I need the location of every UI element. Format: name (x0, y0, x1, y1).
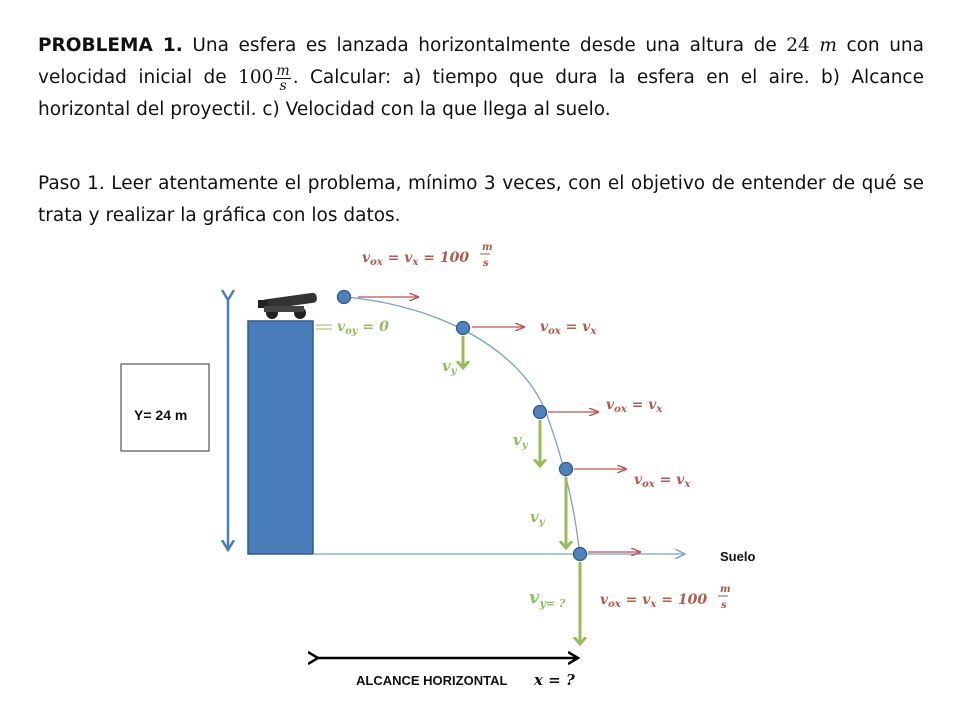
ball-3 (534, 406, 547, 419)
speed-value: 100 (238, 67, 274, 88)
vy-label-2: $v_y$ (513, 431, 528, 451)
range-label: ALCANCE HORIZONTAL (356, 673, 508, 688)
vy-label-1: $v_y$ (442, 357, 457, 377)
unit-denominator: s (279, 77, 287, 94)
unit-numerator: m (276, 62, 290, 79)
final-unit-num: m (720, 584, 731, 595)
problem-text-2: con una velocidad inicial de (38, 35, 924, 88)
vox-vx-label-2: $v_{ox} = v_x$ (606, 397, 663, 415)
step-1-text: Paso 1. Leer atentamente el problema, mínimo 3 veces, con el objetivo de entender de qué se trata y realizar la gráfica con los datos. (38, 173, 924, 226)
final-unit-den: s (721, 600, 727, 611)
vox-vx-label-1: $v_{ox} = v_x$ (540, 319, 597, 337)
final-vox-vx-100: $v_{ox} = v_x = 100$ (600, 592, 708, 610)
trajectory-curve (344, 297, 580, 556)
ball-2 (457, 322, 470, 335)
height-unit: m (819, 35, 837, 56)
vy-label-3: $v_y$ (530, 508, 545, 528)
range-equation: x = ? (534, 671, 575, 689)
problem-title: PROBLEMA 1. (38, 35, 183, 56)
top-velocity-label (362, 242, 493, 269)
top-unit-den: s (483, 258, 489, 269)
vy-final-label: $v_{y= ?}$ (529, 587, 566, 610)
ground-label: Suelo (720, 549, 756, 564)
cannon-icon (258, 292, 317, 319)
vox-vx-label-3: $v_{ox} = v_x$ (634, 472, 691, 490)
final-velocity-label (600, 584, 731, 611)
height-box-label: Y= 24 m (134, 407, 188, 423)
tower (248, 321, 313, 554)
ball-1 (338, 291, 351, 304)
height-value: 24 (786, 35, 810, 56)
ball-4 (560, 463, 573, 476)
ball-5 (574, 548, 587, 561)
problem-text-1: Una esfera es lanzada horizontalmente desde una altura de (192, 35, 777, 56)
top-unit-num: m (482, 242, 493, 253)
problem-text-3: . Calcular: a) tiempo que dura la esfera en el aire. b) Alcance horizontal del proyectil. c) Velocidad con la que llega al suelo. (38, 67, 924, 120)
vox-vx-100-label: $v_{ox} = v_x = 100$ (362, 250, 470, 268)
voy-zero-label: $v_{oy} = 0$ (337, 319, 389, 337)
